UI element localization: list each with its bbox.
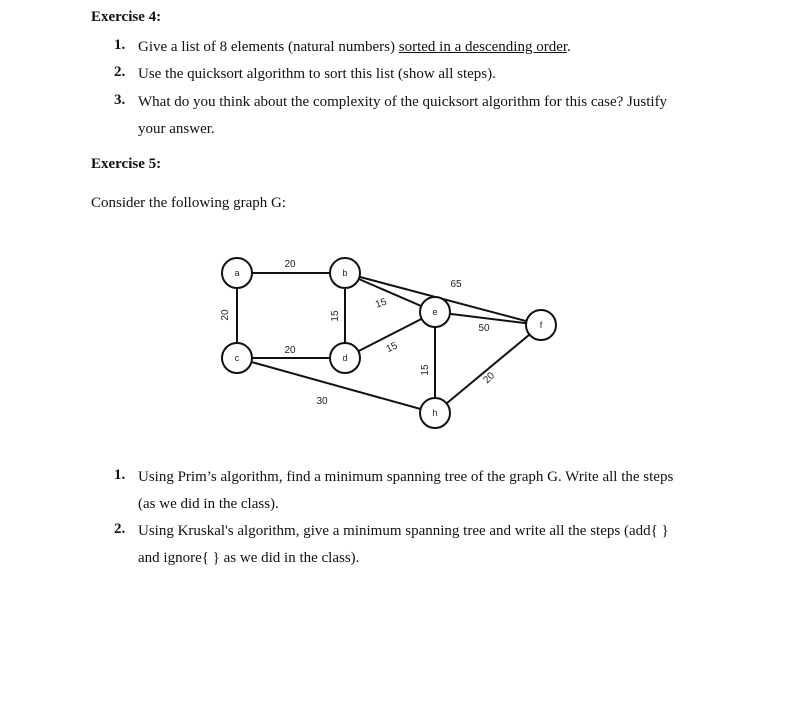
node-c-label: c (234, 353, 240, 363)
weight-b-e: 15 (374, 296, 389, 311)
exercise-5-intro: Consider the following graph G: (91, 195, 286, 211)
ex4-item-1-text: Give a list of 8 elements (natural numbers) (138, 39, 399, 55)
ex4-item-1-number: 1. (114, 37, 126, 53)
ex5-item-1-line-1: Using Prim’s algorithm, find a minimum spanning tree of the graph G. Write all the steps (138, 469, 674, 485)
node-a-label: a (234, 268, 240, 278)
weight-e-h: 15 (420, 364, 431, 376)
edge-h-f (435, 325, 541, 413)
weight-c-d: 20 (284, 345, 296, 356)
ex4-item-3-line-1: What do you think about the complexity of the quicksort algorithm for this case? Justify (138, 94, 668, 110)
node-d-label: d (342, 353, 348, 363)
ex5-item-1-line-2: (as we did in the class). (138, 496, 279, 512)
ex4-item-1-underlined: sorted in a descending order (398, 39, 568, 55)
weight-a-b: 20 (284, 259, 296, 270)
node-e-label: e (432, 307, 438, 317)
weight-h-f: 20 (481, 370, 498, 387)
node-f-label: f (539, 320, 543, 330)
ex5-item-2-line-2: and ignore{ } as we did in the class). (138, 550, 360, 566)
ex5-item-1-number: 1. (114, 467, 126, 483)
weight-e-f: 50 (478, 323, 490, 334)
ex4-item-2: Use the quicksort algorithm to sort this list (show all steps). (138, 66, 496, 82)
weight-d-e: 15 (384, 340, 400, 356)
ex4-item-3-number: 3. (114, 92, 126, 108)
ex5-item-2-line-1: Using Kruskal's algorithm, give a minimum spanning tree and write all the steps (add{ } (138, 523, 669, 539)
ex4-item-3-line-2: your answer. (138, 121, 215, 137)
ex4-item-2-number: 2. (114, 64, 126, 80)
weight-a-c: 20 (220, 309, 231, 321)
ex5-item-2-number: 2. (114, 521, 126, 537)
node-h-label: h (432, 408, 438, 418)
weight-b-d: 15 (330, 310, 341, 322)
weight-b-f: 65 (450, 279, 462, 290)
exercise-4-heading: Exercise 4: (91, 9, 162, 25)
node-b-label: b (342, 268, 348, 278)
weight-c-h: 30 (316, 396, 328, 407)
exercise-5-heading: Exercise 5: (91, 156, 162, 172)
ex4-item-1-end: . (567, 39, 571, 55)
